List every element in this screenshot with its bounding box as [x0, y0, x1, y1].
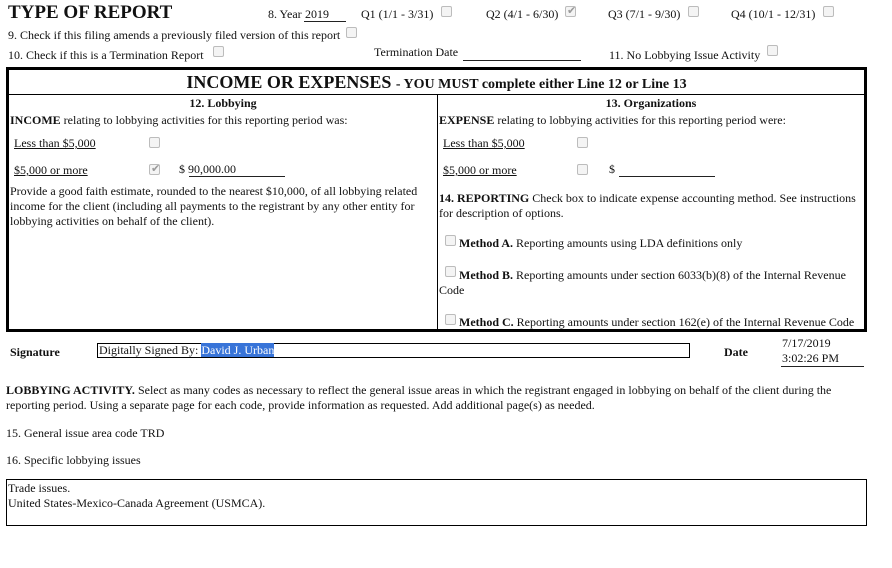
signature-label: Signature — [10, 345, 60, 359]
income-expenses-section — [6, 67, 867, 332]
no-activity-checkbox[interactable] — [767, 45, 778, 56]
report-type-title: TYPE OF REPORT — [8, 2, 173, 23]
signature-time: 3:02:26 PM — [782, 351, 840, 365]
organizations-or-more-label: $5,000 or more — [443, 163, 517, 177]
q2-checkbox[interactable] — [565, 6, 576, 17]
q4-checkbox[interactable] — [823, 6, 834, 17]
organizations-amount-field[interactable] — [619, 176, 715, 177]
year-label: 8. Year — [268, 7, 302, 21]
lobbying-note: Provide a good faith estimate, rounded to the nearest $10,000, of all lobbying related income for the client (including all payments to the registrant by any other entity for lobbying activities on behalf of the client). — [10, 184, 418, 228]
q2-label: Q2 (4/1 - 6/30) — [486, 7, 559, 21]
termination-checkbox[interactable] — [213, 46, 224, 57]
issue-line: United States-Mexico-Canada Agreement (USMCA). — [8, 496, 266, 510]
lobbying-intro: INCOME relating to lobbying activities for this reporting period was: — [10, 113, 348, 127]
lobbying-less-than-checkbox[interactable] — [149, 137, 160, 148]
method-a-checkbox[interactable] — [445, 235, 456, 246]
signature-field[interactable] — [97, 343, 690, 358]
lobbying-activity-instructions: LOBBYING ACTIVITY. Select as many codes as necessary to reflect the general issue areas in which the registrant engaged in lobbying on behalf of the client during the reporting period. Using a separate page for each code, provide information as requested. Add additional page(s) as needed. — [6, 383, 832, 412]
organizations-or-more-checkbox[interactable] — [577, 164, 588, 175]
lobbying-or-more-label: $5,000 or more — [14, 163, 88, 177]
year-underline — [304, 21, 346, 22]
lobbying-or-more-checkbox[interactable] — [149, 164, 160, 175]
method-b-label: Method B. Reporting amounts under section 6033(b)(8) of the Internal Revenue Code — [439, 268, 846, 297]
organizations-less-than-label: Less than $5,000 — [443, 136, 525, 150]
termination-label: 10. Check if this is a Termination Report — [8, 48, 204, 62]
q4-label: Q4 (10/1 - 12/31) — [731, 7, 816, 21]
signer-name: David J. Urban — [201, 343, 275, 357]
income-expenses-header — [9, 70, 864, 95]
column-divider — [437, 94, 438, 329]
method-c-checkbox[interactable] — [445, 314, 456, 325]
income-expenses-subtitle: - YOU MUST complete either Line 12 or Line 13 — [395, 77, 687, 92]
termination-date-field[interactable] — [463, 60, 581, 61]
method-a-label: Method A. Reporting amounts using LDA definitions only — [459, 236, 743, 250]
organizations-less-than-checkbox[interactable] — [577, 137, 588, 148]
organizations-intro: EXPENSE relating to lobbying activities for this reporting period were: — [439, 113, 786, 127]
termination-date-label: Termination Date — [374, 45, 459, 59]
specific-issues-label: 16. Specific lobbying issues — [6, 453, 141, 467]
reporting-instructions: 14. REPORTING Check box to indicate expense accounting method. See instructions for description of options. — [439, 191, 856, 220]
organizations-heading: 13. Organizations — [605, 96, 697, 110]
q1-label: Q1 (1/1 - 3/31) — [361, 7, 434, 21]
lobbying-heading: 12. Lobbying — [189, 96, 257, 110]
date-label: Date — [724, 345, 748, 359]
q3-checkbox[interactable] — [688, 6, 699, 17]
q3-label: Q3 (7/1 - 9/30) — [608, 7, 681, 21]
issue-area-code: 15. General issue area code TRD — [6, 426, 165, 440]
lobbying-less-than-label: Less than $5,000 — [14, 136, 96, 150]
method-c-label: Method C. Reporting amounts under section 162(e) of the Internal Revenue Code — [459, 315, 855, 329]
q1-checkbox[interactable] — [441, 6, 452, 17]
amend-checkbox[interactable] — [346, 27, 357, 38]
organizations-dollar-sign: $ — [609, 162, 615, 176]
signature-prefix: Digitally Signed By: — [99, 343, 202, 357]
year-value[interactable]: 2019 — [305, 7, 329, 21]
income-expenses-title: INCOME OR EXPENSES — [186, 72, 392, 92]
date-underline — [781, 366, 864, 367]
specific-issues-box[interactable] — [6, 479, 867, 526]
signature-date: 7/17/2019 — [782, 336, 831, 350]
lobbying-amount-underline — [189, 176, 285, 177]
issue-line: Trade issues. — [8, 481, 71, 495]
no-activity-label: 11. No Lobbying Issue Activity — [609, 48, 761, 62]
lobbying-amount[interactable]: $ 90,000.00 — [179, 162, 236, 176]
amend-label: 9. Check if this filing amends a previously filed version of this report — [8, 28, 341, 42]
